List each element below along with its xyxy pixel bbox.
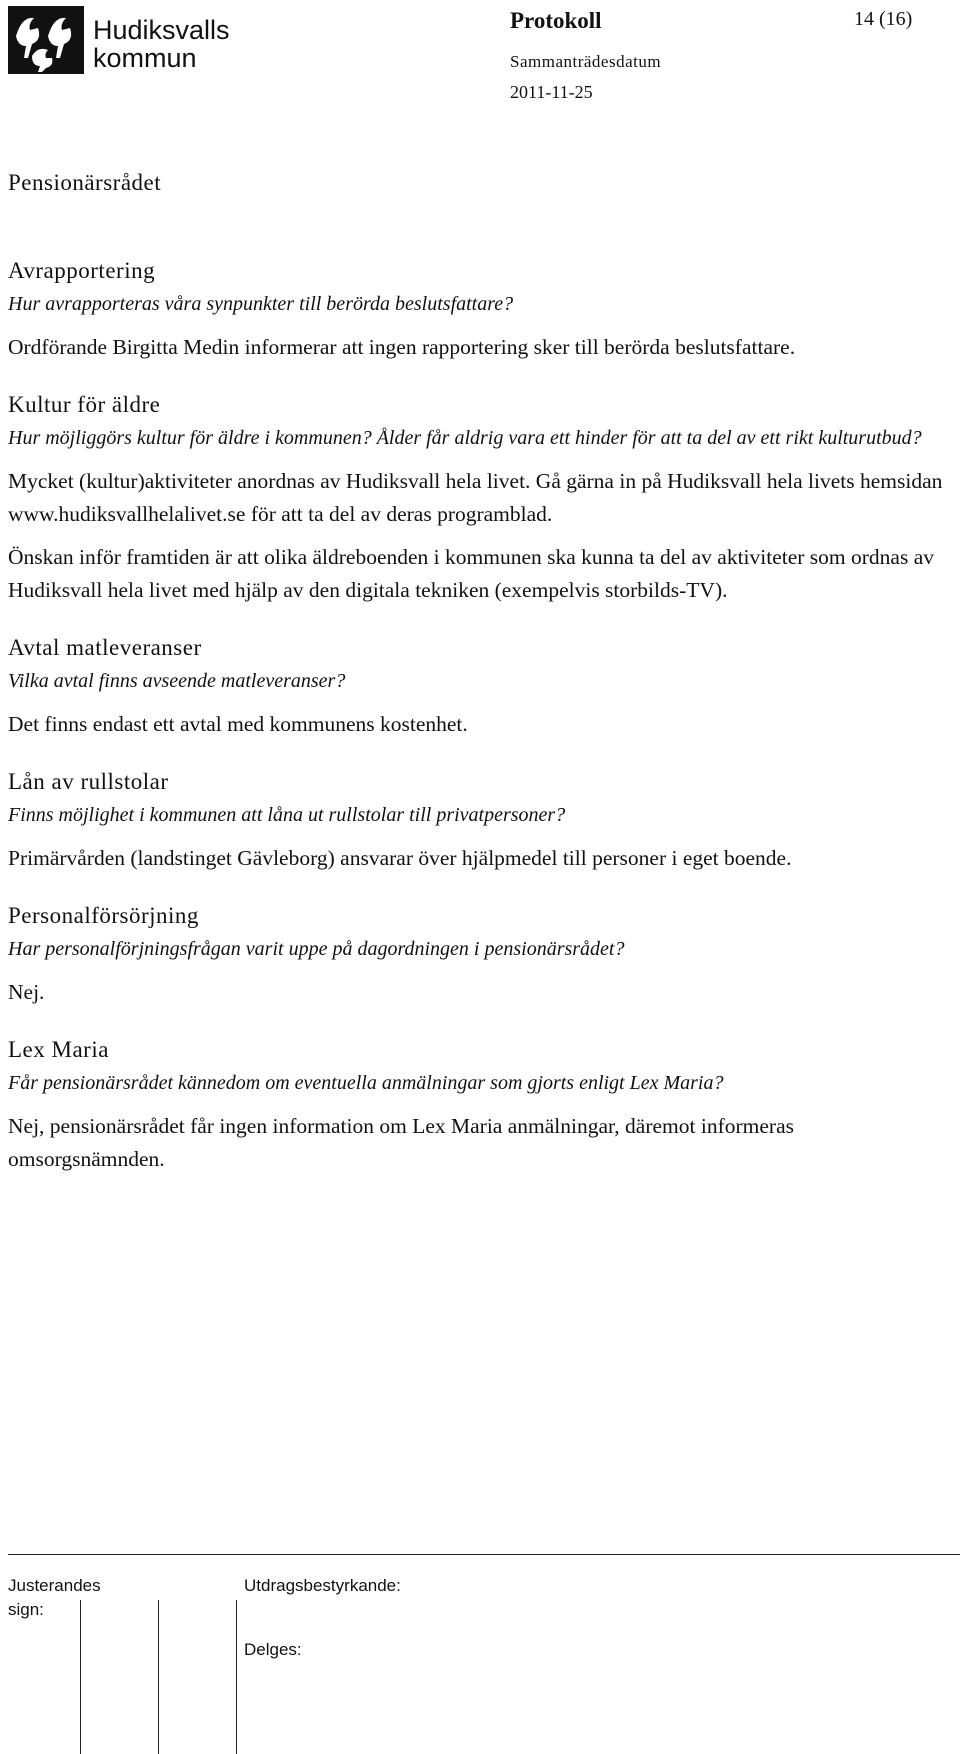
section-heading: Lån av rullstolar — [8, 769, 169, 794]
section-heading: Avrapportering — [8, 258, 156, 283]
section-paragraph: Önskan inför framtiden är att olika äldreboenden i kommunen ska kunna ta del av aktiviteter som ordnas av Hudiksvall hela livet med hjälp av den digitala tekniken (exempelvis storbilds-TV). — [8, 545, 935, 602]
page-number: 14 (16) — [854, 8, 913, 30]
meeting-date-label: Sammanträdesdatum — [510, 52, 662, 71]
section-heading: Avtal matleveranser — [8, 635, 202, 660]
utdragsbestyrkande-label: Utdragsbestyrkande: — [244, 1576, 401, 1595]
section-question: Hur möjliggörs kultur för äldre i kommunen? Ålder får aldrig vara ett hinder för att ta del av ett rikt kulturutbud? — [8, 427, 922, 449]
section-question: Hur avrapporteras våra synpunkter till berörda beslutsfattare? — [8, 293, 514, 315]
section-paragraph: Nej. — [8, 980, 45, 1004]
meeting-date: 2011-11-25 — [510, 82, 593, 102]
delges-label: Delges: — [244, 1640, 302, 1659]
municipality-logo — [8, 6, 248, 76]
section-lex-maria — [8, 1033, 948, 1176]
section-question: Får pensionärsrådet kännedom om eventuella anmälningar som gjorts enligt Lex Maria? — [8, 1072, 724, 1094]
section-paragraph: Mycket (kultur)aktiviteter anordnas av Hudiksvall hela livet. Gå gärna in på Hudiksvall hela livets hemsidan www.hudiksvallhelalivet.se för att ta del av deras programblad. — [8, 469, 943, 526]
section-question: Vilka avtal finns avseende matleveranser? — [8, 670, 346, 692]
organization-title: Pensionärsrådet — [8, 170, 162, 195]
signature-box-divider — [236, 1600, 237, 1754]
section-matleveranser — [8, 631, 948, 741]
section-rullstolar — [8, 765, 948, 875]
logo-line-1: Hudiksvalls — [93, 15, 230, 45]
section-avrapportering — [8, 254, 948, 364]
goat-emblem-icon — [8, 6, 88, 76]
section-paragraph: Det finns endast ett avtal med kommunens kostenhet. — [8, 712, 468, 736]
minutes-content — [8, 254, 948, 1200]
section-paragraph: Primärvården (landstinget Gävleborg) ansvarar över hjälpmedel till personer i eget boende. — [8, 846, 792, 870]
section-heading: Lex Maria — [8, 1037, 109, 1062]
section-personalforsorjning — [8, 899, 948, 1009]
signature-box-divider — [158, 1600, 159, 1754]
section-paragraph: Ordförande Birgitta Medin informerar att ingen rapportering sker till berörda beslutsfattare. — [8, 335, 796, 359]
section-paragraph: Nej, pensionärsrådet får ingen information om Lex Maria anmälningar, däremot informeras omsorgsnämnden. — [8, 1114, 794, 1171]
section-heading: Personalförsörjning — [8, 903, 199, 928]
logo-line-2: kommun — [93, 43, 197, 73]
section-question: Har personalförjningsfrågan varit uppe på dagordningen i pensionärsrådet? — [8, 938, 625, 960]
justerandes-sign-label: Justerandes sign: — [8, 1576, 101, 1619]
footer-divider — [8, 1554, 960, 1555]
section-heading: Kultur för äldre — [8, 392, 161, 417]
section-question: Finns möjlighet i kommunen att låna ut rullstolar till privatpersoner? — [8, 804, 566, 826]
section-kultur — [8, 388, 948, 607]
logo-wordmark — [93, 16, 230, 72]
signature-box-divider — [80, 1600, 81, 1754]
document-type: Protokoll — [510, 8, 602, 33]
